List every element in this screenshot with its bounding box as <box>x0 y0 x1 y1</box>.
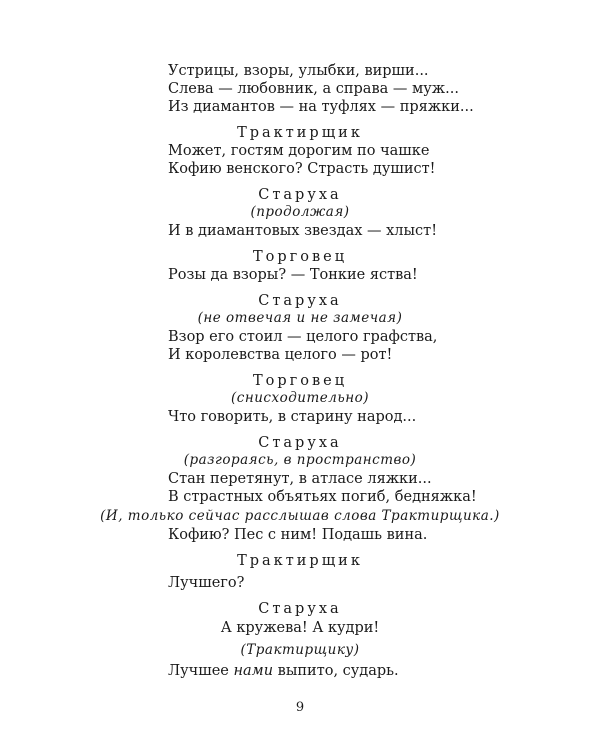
stage-direction: (Трактирщику) <box>240 642 360 658</box>
speaker-name: Торговец <box>252 373 348 389</box>
speaker-name: Трактирщик <box>237 553 363 569</box>
stage-direction: (продолжая) <box>250 204 350 220</box>
speaker-name: Старуха <box>258 601 342 617</box>
stage-direction: (не отвечая и не замечая) <box>197 310 403 326</box>
verse-line: Устрицы, взоры, улыбки, вирши... <box>168 63 429 79</box>
page-number: 9 <box>295 700 305 715</box>
stage-direction: (И, только сейчас расслышав слова Трактирщика.) <box>100 508 500 524</box>
verse-text: выпито, сударь. <box>273 663 399 679</box>
verse-line: И королевства целого — рот! <box>168 347 393 363</box>
verse-line: Что говорить, в старину народ... <box>168 409 417 425</box>
verse-line: Может, гостям дорогим по чашке <box>168 143 430 159</box>
verse-line: В страстных объятьях погиб, бедняжка! <box>168 489 477 505</box>
verse-line: Розы да взоры? — Тонкие яства! <box>168 267 418 283</box>
stage-direction: (снисходительно) <box>231 390 369 406</box>
speaker-name: Старуха <box>258 435 342 451</box>
stage-direction: (разгораясь, в пространство) <box>183 452 417 468</box>
verse-line: Стан перетянут, в атласе ляжки... <box>168 471 432 487</box>
verse-line: Кофию венского? Страсть душист! <box>168 161 436 177</box>
verse-line: Кофию? Пес с ним! Подашь вина. <box>168 527 428 543</box>
verse-line-centered: А кружева! А кудри! <box>220 620 380 636</box>
verse-line: Из диамантов — на туфлях — пряжки... <box>168 99 474 115</box>
speaker-name: Торговец <box>252 249 348 265</box>
speaker-name: Старуха <box>258 293 342 309</box>
speaker-name: Старуха <box>258 187 342 203</box>
speaker-name: Трактирщик <box>237 125 363 141</box>
verse-line: Слева — любовник, а справа — муж... <box>168 81 459 97</box>
emphasized-word: нами <box>233 663 274 679</box>
verse-line: Взор его стоил — целого графства, <box>168 329 438 345</box>
verse-line <box>168 662 399 680</box>
verse-line: Лучшего? <box>168 575 245 591</box>
verse-text: Лучшее <box>168 663 234 679</box>
verse-line: И в диамантовых звездах — хлыст! <box>168 223 438 239</box>
